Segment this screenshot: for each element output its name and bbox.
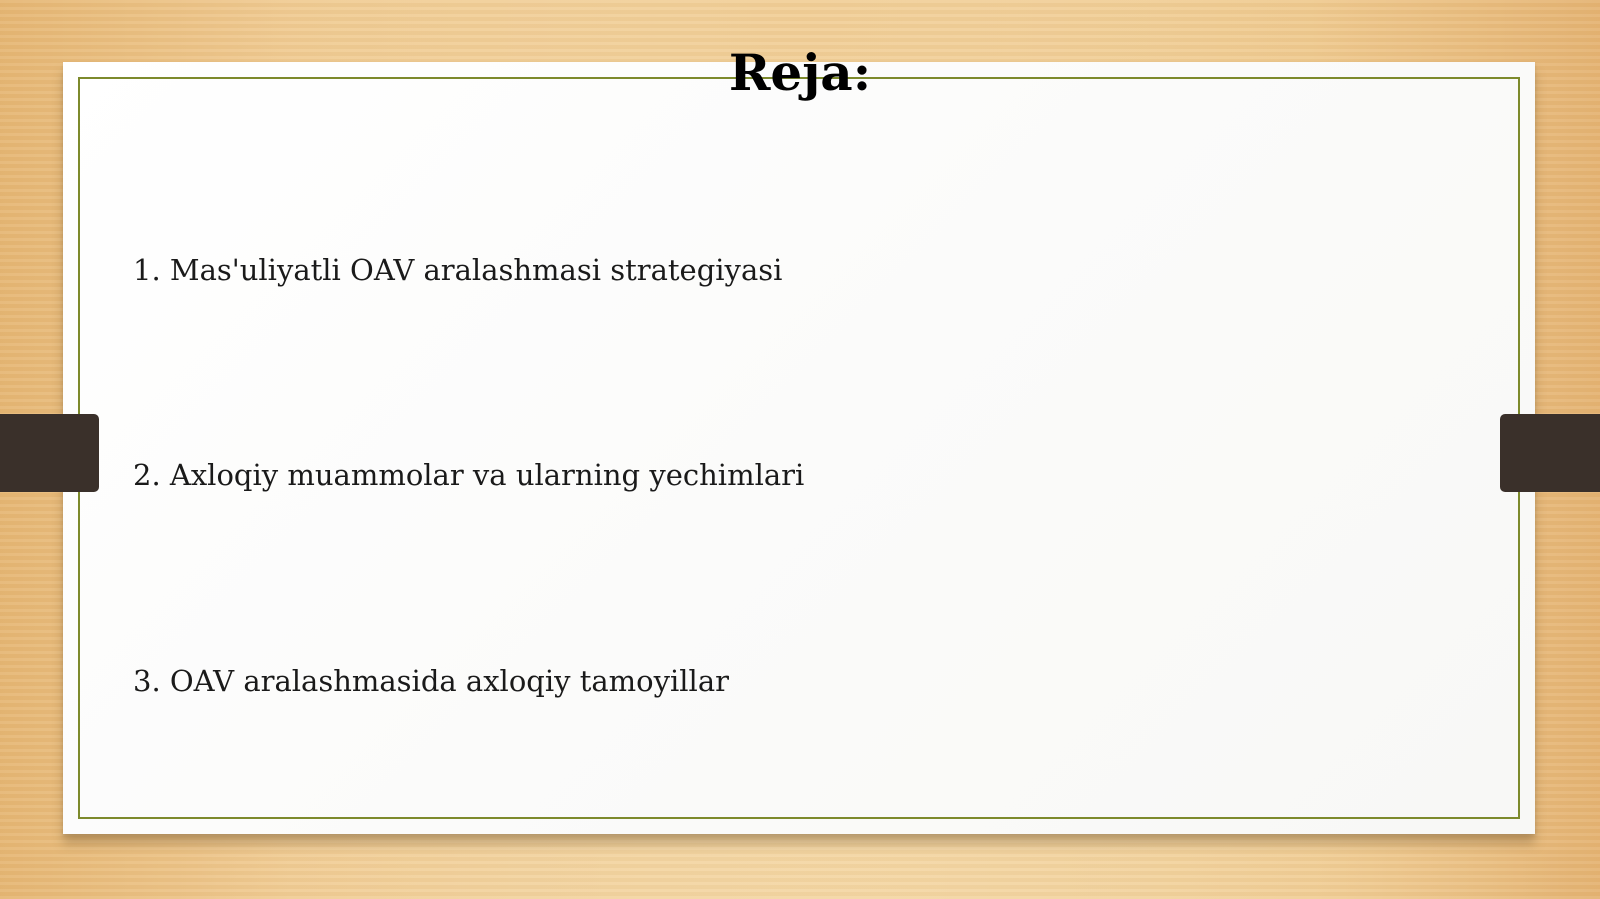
- left-binder-tab: [0, 414, 99, 492]
- plan-item-2: 2. Axloqiy muammolar va ularning yechimlari: [133, 458, 805, 492]
- slide-card: [63, 62, 1535, 834]
- plan-item-1: 1. Mas'uliyatli OAV aralashmasi strategiyasi: [133, 253, 783, 287]
- right-binder-tab: [1500, 414, 1600, 492]
- slide-title: Reja:: [728, 43, 872, 102]
- slide-frame-border: [78, 77, 1520, 819]
- plan-item-3: 3. OAV aralashmasida axloqiy tamoyillar: [133, 664, 729, 698]
